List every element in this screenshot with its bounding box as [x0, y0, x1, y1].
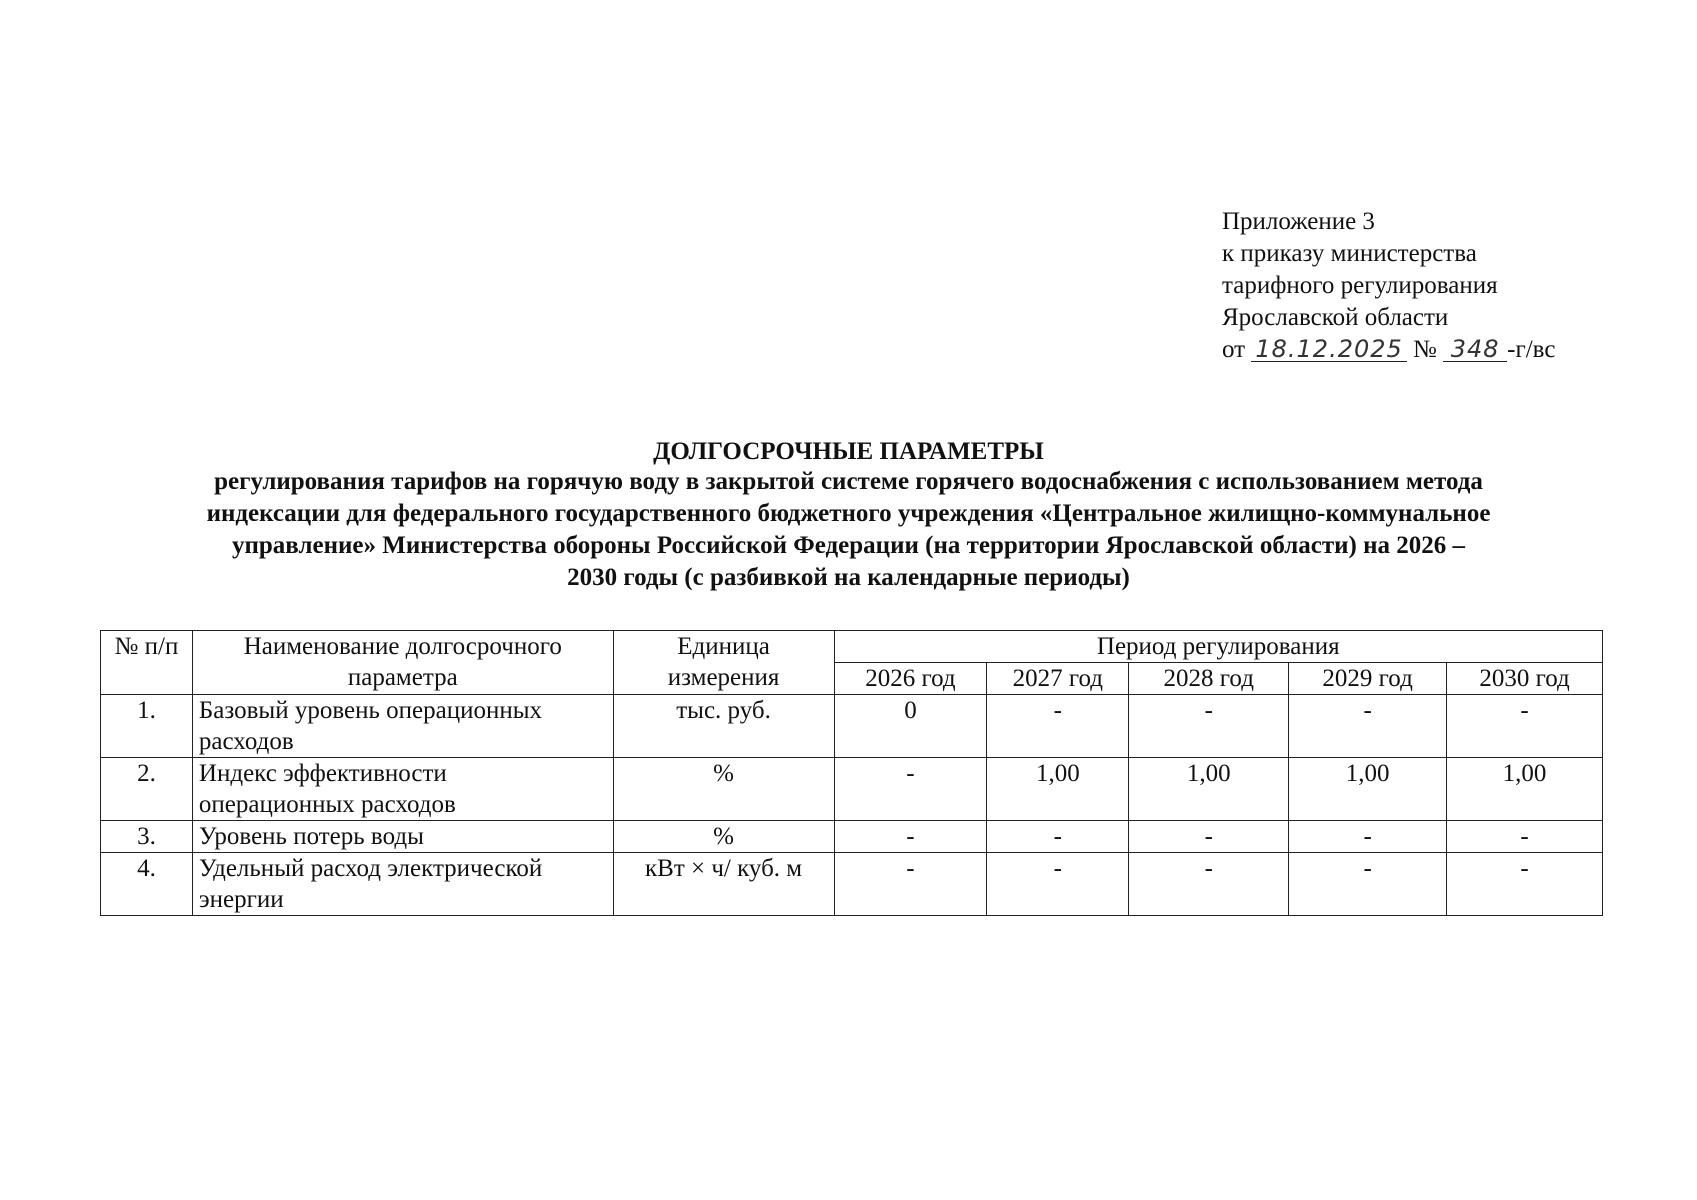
- header-year-2027: 2027 год: [987, 663, 1129, 695]
- row-value: 0: [834, 695, 987, 758]
- row-unit: %: [613, 821, 834, 853]
- row-name: Базовый уровень операционных расходов: [192, 695, 613, 758]
- order-number-suffix: -г/вс: [1507, 336, 1556, 363]
- subtitle-line-3: управление» Министерства обороны Российской Федерации (на территории Ярославской области) на 2026 –: [232, 532, 1465, 559]
- row-value: -: [987, 695, 1129, 758]
- parameters-table: [100, 630, 1603, 916]
- subtitle-line-1: регулирования тарифов на горячую воду в закрытой системе горячего водоснабжения с использованием метода: [214, 468, 1483, 495]
- header-num: № п/п: [101, 631, 193, 695]
- row-value: -: [834, 821, 987, 853]
- document-subtitle: [100, 466, 1597, 594]
- header-year-2029: 2029 год: [1289, 663, 1447, 695]
- appendix-line-4: Ярославской области: [1222, 304, 1449, 331]
- order-number-prefix: №: [1413, 336, 1437, 363]
- row-name: Индекс эффективности операционных расходов: [192, 758, 613, 821]
- row-value: -: [1129, 821, 1289, 853]
- appendix-block: [1222, 206, 1555, 366]
- table-header-row-1: [101, 631, 1603, 663]
- row-num: 3.: [101, 821, 193, 853]
- row-value: -: [1289, 853, 1447, 916]
- appendix-line-1: Приложение 3: [1222, 208, 1375, 235]
- row-value: 1,00: [1129, 758, 1289, 821]
- row-value: -: [1289, 695, 1447, 758]
- row-name: Удельный расход электрической энергии: [192, 853, 613, 916]
- row-name: Уровень потерь воды: [192, 821, 613, 853]
- row-value: -: [1129, 695, 1289, 758]
- row-num: 4.: [101, 853, 193, 916]
- row-value: -: [1447, 853, 1603, 916]
- row-value: -: [987, 853, 1129, 916]
- document-title: ДОЛГОСРОЧНЫЕ ПАРАМЕТРЫ: [653, 438, 1044, 465]
- row-value: 1,00: [1289, 758, 1447, 821]
- row-value: 1,00: [987, 758, 1129, 821]
- row-value: -: [1129, 853, 1289, 916]
- row-value: -: [834, 758, 987, 821]
- order-number-handwritten: 348: [1443, 337, 1507, 362]
- row-value: -: [1447, 695, 1603, 758]
- row-value: -: [987, 821, 1129, 853]
- order-from-prefix: от: [1222, 336, 1246, 363]
- header-unit: Единица измерения: [613, 631, 834, 695]
- table-row: [101, 853, 1603, 916]
- order-date-handwritten: 18.12.2025: [1251, 337, 1406, 362]
- header-year-2026: 2026 год: [834, 663, 987, 695]
- subtitle-line-4: 2030 годы (с разбивкой на календарные периоды): [567, 564, 1130, 591]
- header-name: Наименование долгосрочного параметра: [192, 631, 613, 695]
- row-unit: %: [613, 758, 834, 821]
- header-period: Период регулирования: [834, 631, 1603, 663]
- row-num: 2.: [101, 758, 193, 821]
- row-unit: кВт × ч/ куб. м: [613, 853, 834, 916]
- header-year-2028: 2028 год: [1129, 663, 1289, 695]
- row-value: -: [834, 853, 987, 916]
- appendix-order-line: [1222, 334, 1555, 366]
- header-year-2030: 2030 год: [1447, 663, 1603, 695]
- row-unit: тыс. руб.: [613, 695, 834, 758]
- row-value: -: [1289, 821, 1447, 853]
- row-num: 1.: [101, 695, 193, 758]
- table-row: [101, 821, 1603, 853]
- appendix-line-3: тарифного регулирования: [1222, 272, 1498, 299]
- table-row: [101, 758, 1603, 821]
- appendix-line-2: к приказу министерства: [1222, 240, 1477, 267]
- row-value: -: [1447, 821, 1603, 853]
- table-row: [101, 695, 1603, 758]
- subtitle-line-2: индексации для федерального государственного бюджетного учреждения «Центральное жилищно-коммунальное: [206, 500, 1491, 527]
- row-value: 1,00: [1447, 758, 1603, 821]
